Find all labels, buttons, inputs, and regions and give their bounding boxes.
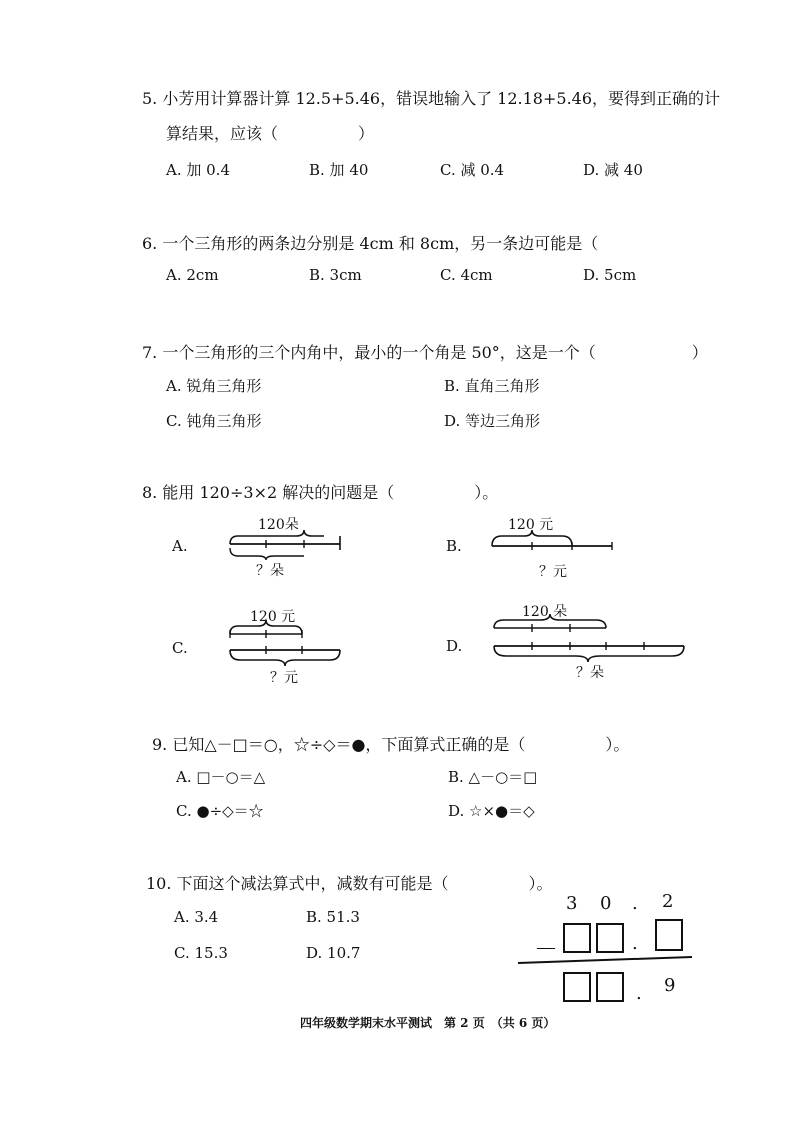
q8-c-bottom-label: ？元 [270, 670, 298, 686]
q10-subtrahend-box-1 [563, 923, 591, 953]
q10-subtrahend-box-3 [655, 919, 683, 951]
q8-d-top-label: 120 朵 [522, 604, 568, 620]
q10-minuend-dot: . [632, 893, 638, 914]
q5-stem-line2: 算结果，应该（ ） [166, 124, 375, 143]
q6-option-c: C. 4cm [440, 266, 493, 284]
q8-stem: 8. 能用 120÷3×2 解决的问题是（ ）。 [142, 483, 499, 502]
q8-option-a: A. [172, 537, 188, 555]
q9-stem: 9. 已知△－□＝○，☆÷◇＝●，下面算式正确的是（ ）。 [152, 735, 630, 754]
q8-option-b: B. [446, 537, 462, 555]
q10-option-a: A. 3.4 [174, 908, 219, 926]
q10-sum-line [516, 955, 696, 965]
q9-option-d: D. ☆×●＝◇ [448, 802, 535, 820]
q9-option-b: B. △－○＝□ [448, 768, 538, 786]
q7-option-c: C. 钝角三角形 [166, 412, 262, 430]
q6-option-b: B. 3cm [309, 266, 362, 284]
q8-b-diagram [490, 528, 615, 558]
q9-option-a: A. □－○＝△ [176, 768, 266, 786]
q10-option-b: B. 51.3 [306, 908, 360, 926]
q8-a-top-label: 120朵 [258, 517, 299, 533]
q8-d-diagram [492, 614, 688, 664]
q8-option-c: C. [172, 639, 188, 657]
q10-option-d: D. 10.7 [306, 944, 361, 962]
q8-c-top-label: 120 元 [250, 609, 296, 625]
q7-option-a: A. 锐角三角形 [166, 377, 262, 395]
q5-option-a: A. 加 0.4 [166, 161, 230, 179]
q6-option-d: D. 5cm [583, 266, 637, 284]
q8-b-bottom-label: ？元 [539, 564, 567, 580]
q10-option-c: C. 15.3 [174, 944, 228, 962]
q5-option-b: B. 加 40 [309, 161, 369, 179]
q10-minuend-digit-2: 0 [600, 893, 612, 914]
q5-stem-line1: 5. 小芳用计算器计算 12.5+5.46，错误地输入了 12.18+5.46，要得到正确的计 [142, 89, 721, 108]
q10-minuend-digit-3: 2 [662, 891, 674, 912]
q10-minus-sign: － [534, 935, 558, 963]
q7-stem: 7. 一个三角形的三个内角中，最小的一个角是 50°，这是一个（ ） [142, 343, 708, 362]
q8-a-bottom-label: ？朵 [256, 563, 284, 579]
q5-option-c: C. 减 0.4 [440, 161, 505, 179]
q7-option-b: B. 直角三角形 [444, 377, 540, 395]
q10-stem: 10. 下面这个减法算式中，减数有可能是（ ）。 [146, 874, 553, 893]
q6-option-a: A. 2cm [166, 266, 219, 284]
q10-subtrahend-dot: . [632, 933, 638, 954]
q10-difference-dot: . [636, 983, 642, 1004]
q10-difference-box-1 [563, 972, 591, 1002]
q7-option-d: D. 等边三角形 [444, 412, 541, 430]
q8-option-d: D. [446, 637, 463, 655]
q6-stem: 6. 一个三角形的两条边分别是 4cm 和 8cm，另一条边可能是（ [142, 234, 599, 253]
q8-a-diagram [228, 528, 344, 560]
q8-b-top-label: 120 元 [508, 517, 554, 533]
q8-c-diagram [228, 620, 344, 670]
q10-difference-box-2 [596, 972, 624, 1002]
q10-difference-digit: 9 [664, 975, 676, 996]
q10-minuend-digit-1: 3 [566, 893, 578, 914]
q10-subtrahend-box-2 [596, 923, 624, 953]
q9-option-c: C. ●÷◇＝☆ [176, 802, 264, 820]
q5-option-d: D. 减 40 [583, 161, 643, 179]
q8-d-bottom-label: ？朵 [576, 665, 604, 681]
page-footer: 四年级数学期末水平测试 第 2 页 （共 6 页） [300, 1016, 556, 1030]
